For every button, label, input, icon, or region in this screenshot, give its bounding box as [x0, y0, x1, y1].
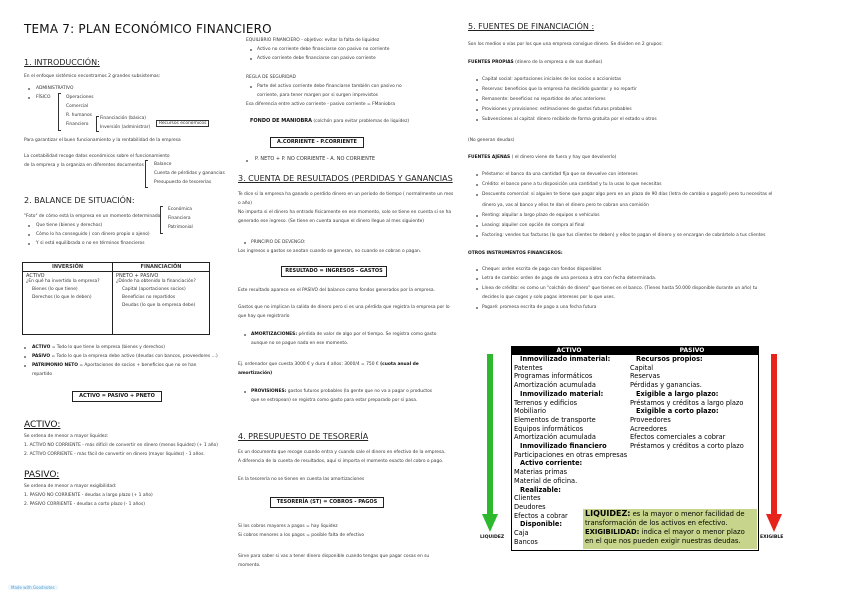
fa-text: ( el dinero viene de fuera y hay que devolverlo): [510, 155, 617, 160]
goodnotes-brand: Made with Goodnotes: [8, 585, 58, 590]
q-equilibrada: Y si está equilibrada o no en términos financieros: [36, 241, 145, 246]
balance-economica: Económica: [168, 207, 192, 212]
balance-row: Efectos comerciales a cobrar: [630, 433, 726, 442]
def-text: = Aportaciones de socios + beneficios que no se han: [77, 363, 197, 368]
def-label: PATRIMONIO NETO: [32, 363, 78, 368]
fuentes-ajenas-item: Leasing: alquiler con opción de compra al final: [482, 223, 585, 228]
balance-row: Clientes: [514, 494, 541, 503]
tes-liquidez: Si los cobros mayores a pagos = hay liquidez: [238, 524, 338, 529]
otros-instrumentos-item: Pagaré: promesa escrita de pago a una fecha futura: [482, 304, 597, 310]
fp-text: (dinero de la empresa o de sus dueños): [513, 60, 603, 65]
section-resultados-title: 3. CUENTA DE RESULTADOS (PERDIDAS Y GANANCIAS: [238, 174, 453, 183]
brace: [96, 116, 99, 132]
balance-row: Material de oficina.: [514, 476, 578, 485]
balance-row: Participaciones en otras empresas: [514, 450, 628, 459]
bullet: [476, 79, 478, 81]
balance-row: Programas informáticos: [514, 372, 593, 381]
bullet: [244, 242, 246, 244]
fm-text: (colchón para evitar problemas de liquidez): [311, 119, 410, 124]
cell-line: ¿En qué ha invertido la empresa?: [26, 279, 100, 284]
recursos-economicos: Recursos económicos: [156, 120, 209, 127]
table-header-financiacion: FINANCIACIÓN: [112, 263, 209, 272]
def-pneto-cont: repartido: [32, 372, 53, 377]
doc-pyg: Cuenta de pérdidas y ganancias: [154, 171, 225, 176]
pasivo-heading: PASIVO:: [24, 470, 60, 480]
exigibilidad-def-2: en el que nos pueden exigir nuestras deudas.: [585, 537, 741, 545]
bullet: [250, 49, 252, 51]
fuentes-intro: Son los medios o vías por los que una empresa consigue dinero. Se dividen en 2 grupos:: [468, 42, 663, 47]
provisiones-1: [251, 389, 432, 394]
balance-row: Exigible a largo plazo:: [636, 389, 719, 398]
prov-label: PROVISIONES:: [251, 389, 287, 394]
bullet: [476, 194, 478, 196]
fuentes-propias-item: Remanente: beneficios no repartidos de años anteriores: [482, 97, 606, 102]
balance-header-activo: ACTIVO: [512, 347, 626, 355]
amortizaciones-1: [251, 332, 436, 337]
balance-row: Disponible:: [520, 520, 562, 529]
balance-patrimonial: Patrimonial: [168, 225, 193, 230]
fuentes-propias-note: (No generan deudas): [468, 138, 515, 143]
equilibrio-2: Activo corriente debe financiarse con pasivo corriente: [257, 56, 376, 61]
bullet: [476, 215, 478, 217]
equation-activo-box: ACTIVO = PASIVO + PNETO: [72, 391, 162, 402]
fm-label: FONDO DE MANIOBRA: [250, 118, 312, 124]
fuentes-ajenas-item: Factoring: vendes tus facturas (lo que tus clientes te deben) y ellos te pagan el dinero y se encargan de cobrártelo a tus clientes: [482, 233, 766, 239]
section-balance-title: 2. BALANCE DE SITUACIÓN:: [24, 196, 135, 205]
bullet: [28, 225, 30, 227]
amortizaciones-2: aunque no se pague nada en ese momento.: [251, 341, 349, 346]
amort-text: pérdida de valor de algo por el tiempo. Se registra como gasto: [297, 332, 437, 337]
bullet: [28, 243, 30, 245]
gastos-text-2: que hay que registrarlo: [238, 314, 290, 319]
activo-item-2: 2. ACTIVO CORRIENTE - más fácil de convertir en dinero (mayor liquidez) - 1 años.: [24, 452, 205, 457]
table-header-inversion: INVERSIÓN: [23, 263, 113, 272]
def-label: ACTIVO: [32, 345, 51, 350]
fuentes-propias-item: Subvenciones al capital: dinero recibido de forma gratuita por el estado u otros: [482, 117, 657, 122]
fuentes-ajenas-item: dinero ya, vas al banco y ellos te dan el dinero pero te cobran una comisión: [482, 202, 649, 208]
exi-text: indica el mayor o menor plazo: [639, 528, 745, 536]
fuentes-ajenas-item: Renting: alquilar a largo plazo de equipos o vehículos: [482, 212, 600, 218]
liquidez-def-2: transformación de los activos en efectivo.: [585, 519, 728, 527]
balance-row: Inmovilizado inmaterial:: [520, 355, 611, 363]
balance-row: Recursos propios:: [636, 355, 703, 363]
otros-instrumentos-item: decides lo que coges y solo pagas intereses por lo que uses.: [482, 295, 616, 301]
bullet: [246, 160, 248, 162]
otros-instrumentos-item: Cheque: orden escrita de pago con fondos disponibles: [482, 267, 602, 272]
balance-row: Préstamos y créditos a largo plazo: [630, 398, 744, 407]
regla-2: corriente, para tener margen por si surgen imprevistos: [257, 93, 378, 98]
ejemplo-2: amortización): [238, 371, 273, 376]
arrow-head: [766, 514, 782, 532]
balance-row: Inmovilizado financiero: [520, 442, 607, 450]
gastos-text-1: Gastos que no implican la salida de dinero pero si es una pérdida que registra la empresa por lo: [238, 305, 450, 310]
activo-orden: Se ordena de menor a mayor liquidez:: [24, 434, 109, 439]
activo-heading: ACTIVO:: [24, 420, 61, 430]
ej-bold: (cuota anual de: [380, 362, 419, 367]
balance-row: Reservas: [630, 372, 660, 381]
devengo-title: PRINCIPIO DE DEVENGO:: [251, 240, 306, 245]
brace: [145, 160, 148, 188]
amort-label: AMORTIZACIONES:: [251, 332, 298, 337]
balance-financiera: Financiera: [168, 216, 191, 221]
bullet: [250, 86, 252, 88]
bullet: [24, 356, 26, 358]
bullet: [476, 99, 478, 101]
section-fuentes-title: 5. FUENTES DE FINANCIACIÓN :: [468, 22, 595, 31]
bullet: [476, 109, 478, 111]
balance-row: Acreedores: [630, 424, 667, 433]
arrow-body: [487, 354, 493, 516]
activo-item-1: 1. ACTIVO NO CORRIENTE - más difícil de convertir en dinero (menos liquidez) (+ 1 año): [24, 443, 218, 448]
bullet: [476, 307, 478, 309]
fuentes-propias-item: Provisiones y provisiones: estimaciones de gastos futuros probables: [482, 107, 632, 112]
otros-instrumentos-item: Letra de cambio: orden de pago de una persona a otra con fecha determinada.: [482, 276, 657, 282]
def-label: PASIVO: [32, 354, 51, 359]
balance-row: Efectos a cobrar: [514, 511, 568, 520]
contabilidad-text-1: La contabilidad recoge datos económicos sobre el funcionamiento: [24, 154, 170, 159]
bullet: [476, 278, 478, 280]
page-title: TEMA 7: PLAN ECONÓMICO FINANCIERO: [24, 22, 272, 36]
fuentes-ajenas-title: [468, 155, 616, 160]
balance-row: Préstamos y créditos a corto plazo: [630, 442, 744, 450]
balance-row: Inmovilizado material:: [520, 389, 604, 398]
bullet: [476, 119, 478, 121]
foto-text: "Foto" de cómo está la empresa en un momento determinado: [24, 214, 161, 219]
tesoreria-1: Es un documento que recoge cuando entra y cuando sale el dinero en efectivo de la empresa.: [238, 450, 446, 455]
table-cell-pasivo: [112, 272, 209, 335]
garantizar-text: Para garantizar el buen funcionamiento y la rentabilidad de la empresa: [24, 138, 181, 143]
exigibilidad-def-1: [585, 528, 745, 536]
fuentes-ajenas-item: Préstamo: el banco da una cantidad fija que se devuelve con intereses: [482, 172, 638, 177]
cell-line: ACTIVO: [26, 273, 45, 279]
tesoreria-2: A diferencia de la cuenta de resultados, aquí si importa el momento exacto del cobro o pago.: [238, 459, 444, 464]
fuentes-propias-item: Reservas: beneficios que la empresa ha decidido guardar y no repartir: [482, 87, 637, 92]
tes-sirve-2: momento.: [238, 563, 261, 568]
inv-admin: Inversión (administrar): [100, 125, 151, 130]
bullet: [28, 88, 30, 90]
liquidez-arrow-label: LIQUIDEZ: [480, 535, 505, 540]
balance-row: Pérdidas y ganancias.: [630, 381, 702, 390]
contabilidad-text-2: de la empresa y la organiza en diferentes documentos: [24, 163, 144, 168]
cell-line: PNETO + PASIVO: [115, 273, 159, 279]
bullet: [476, 235, 478, 237]
bullet: [476, 269, 478, 271]
section-tesoreria-title: 4. PRESUPUESTO DE TESORERÍA: [238, 432, 369, 441]
doc-balance: Balance: [154, 162, 172, 167]
cell-line: Beneficios no repartidos: [121, 295, 176, 300]
bullet: [250, 58, 252, 60]
fuentes-ajenas-item: Descuento comercial: si alguien te tiene que pagar algo pero en un plazo de 90 días (letra de cambio o pagaré) pero tu necesitas el: [482, 192, 773, 198]
balance-row: Caja: [514, 529, 529, 537]
equilibrio-1: Activo no corriente debe financiarse con pasivo no corriente: [257, 47, 390, 52]
balance-row: Realizable:: [520, 485, 561, 494]
def-text: = Todo lo que la empresa debe activo (deudas con bancos, proveedores …): [50, 354, 218, 359]
fp-label: FUENTES PROPIAS: [468, 60, 514, 65]
arrow-body: [771, 354, 777, 516]
bullet: [28, 234, 30, 236]
fm-alternativa: P. NETO + P. NO CORRIENTE - A. NO CORRIENTE: [255, 156, 376, 162]
balance-row: Materias primas: [514, 468, 568, 477]
cell-line: Derechos (lo que le deben): [32, 295, 92, 300]
bullet: [28, 97, 30, 99]
regla-1: Parte del activo corriente debe financiarse también con pasivo no: [257, 84, 402, 89]
liquidez-def-1: [585, 510, 745, 518]
def-text: = Todo lo que tiene la empresa (bienes y derechos): [50, 345, 165, 350]
res-intro-2: o año): [238, 201, 252, 206]
balance-row: Exigible a corto plazo:: [636, 407, 719, 416]
bullet: [476, 89, 478, 91]
fuentes-ajenas-item: Crédito: el banco pone a tu disposición una cantidad y tu la usas lo que necesitas: [482, 182, 662, 188]
provisiones-2: que se estropean) se registra como gasto para estar preparado por si pasa.: [251, 398, 418, 403]
liquidez-arrow: [482, 354, 498, 534]
definitions-highlight: [583, 509, 757, 549]
equilibrio-title: EQUILIBRIO FINANCIERO - objetivo: evitar la falta de liquidez: [246, 38, 380, 43]
balance-row: Elementos de transporte: [514, 415, 596, 424]
sub-comercial: Comercial: [66, 104, 88, 109]
exigible-arrow: [766, 354, 782, 534]
fin-basica: Financiación (básica): [100, 116, 147, 121]
bullet: [24, 365, 26, 367]
pasivo-orden: Se ordena de menor a mayor exigibilidad:: [24, 484, 117, 489]
res-intro-1: Te dice si la empresa ha ganado o perdido dinero en un periodo de tiempo ( normalmente un mes: [238, 192, 454, 197]
def-pasivo: [32, 354, 218, 359]
fa-label: FUENTES AJENAS: [468, 155, 511, 160]
otros-instrumentos-title: OTROS INSTRUMENTOS FINANCIEROS:: [468, 251, 563, 256]
cell-line: Deudas (lo que la empresa debe): [121, 303, 196, 308]
tesoreria-3: En la tesorería no se tienen en cuenta las amortizaciones: [238, 477, 365, 482]
bullet: [244, 334, 246, 336]
prov-text: gastos futuros probables (la gente que no va a pagar o productos: [286, 389, 433, 394]
bullet: [24, 347, 26, 349]
def-pneto: [32, 363, 196, 368]
devengo-text: Los ingresos o gastos se anotan cuando se generan, no cuando se cobran o pagan.: [238, 249, 422, 254]
resultado-text: Este resultado aparece en el PASIVO del balance como fondos generados por la empresa.: [238, 288, 435, 293]
balance-row: Deudores: [514, 502, 546, 511]
cell-line: ¿Dónde ha obtenido la financiación?: [115, 279, 196, 284]
doc-tesoreria: Presupuesto de tesorerías: [154, 180, 212, 185]
balance-row: Proveedores: [630, 415, 671, 424]
balance-row: Amortización acumulada: [514, 381, 596, 390]
brace: [160, 206, 163, 234]
arrow-head: [482, 514, 498, 532]
table-cell-activo: [23, 272, 113, 335]
subsystem-fisico: FÍSICO: [36, 95, 51, 100]
resultado-box: RESULTADO = INGRESOS - GASTOS: [281, 266, 387, 277]
res-intro-3: No importa si el dinero ha entrado físicamente en ese momento, solo se tiene en cuenta si se ha: [238, 210, 452, 215]
inversion-financiacion-table: [22, 262, 210, 335]
balance-row: Capital: [630, 363, 654, 372]
exigible-arrow-label: EXIGIBLE: [760, 535, 784, 540]
fuentes-propias-item: Capital social: aportaciones iniciales de los socios o accionistas: [482, 77, 622, 82]
balance-row: Activo corriente:: [520, 459, 583, 468]
exi-label: EXIGIBILIDAD:: [585, 528, 640, 536]
balance-row: Mobiliario: [514, 407, 547, 416]
balance-row: Bancos: [514, 537, 538, 546]
res-intro-4: generado ese ingreso. (Se tiene en cuenta aunque el dinero llegue al mes siguiente): [238, 219, 425, 224]
cell-line: Bienes (lo que tiene): [32, 287, 78, 292]
tes-sirve-1: Sirve para saber si vas a tener dinero disponible cuando tengas que pagar cosas en su: [238, 554, 430, 559]
tesoreria-box: TESORERÍA (ST) = COBROS - PAGOS: [270, 497, 384, 508]
ej-text: Ej. ordenador que cuesta 3000 € y dura 4 años: 3000/4 = 750 €: [238, 362, 381, 367]
fuentes-propias-title: [468, 60, 602, 65]
fondo-maniobra: [250, 119, 409, 124]
cell-line: Capital (aportaciones socios): [121, 287, 186, 292]
section-introduccion-title: 1. INTRODUCCIÓN:: [24, 58, 100, 67]
q-conseguido: Cómo lo ha conseguido ( con dinero propio o ajeno): [36, 232, 150, 237]
bullet: [244, 391, 246, 393]
brace: [58, 93, 61, 131]
bullet: [476, 184, 478, 186]
balance-header-pasivo: PASIVO: [626, 347, 758, 355]
bullet: [476, 225, 478, 227]
def-activo: [32, 345, 165, 350]
balance-row: Amortización acumulada: [514, 433, 596, 442]
balance-row: Terrenos y edificios: [514, 398, 578, 407]
tes-falta: Si cobros menores a los pagos = posible falta de efectivo: [238, 533, 365, 538]
regla-3: Esa diferencia entre activo corriente - pasivo corriente = FManiobra: [246, 102, 396, 107]
bullet: [476, 288, 478, 290]
liq-text: es la mayor o menor facilidad de: [630, 510, 745, 518]
ejemplo-1: [238, 362, 419, 367]
pasivo-item-1: 1. PASIVO NO CORRIENTE - deudas a largo plazo (+ 1 año): [24, 493, 153, 498]
sub-operaciones: Operaciones: [66, 95, 94, 100]
sub-rhumanos: R. humanos: [66, 113, 92, 118]
sub-financiero: Financiero: [66, 122, 89, 127]
q-tiene: Que tiene (bienes y derechos): [36, 223, 103, 228]
regla-title: REGLA DE SEGURIDAD: [246, 75, 296, 80]
otros-instrumentos-item: Línea de crédito: es como un "colchón de dinero" que tienes en el banco. (Tienes hasta 50.000 disponible durante un año) tu: [482, 285, 758, 291]
bullet: [476, 174, 478, 176]
balance-row: Patentes: [514, 363, 543, 372]
fondo-maniobra-box: A.CORRIENTE - P.CORRIENTE: [270, 137, 364, 148]
balance-row: Equipos informáticos: [514, 424, 584, 433]
intro-text: En el enfoque sistémico encontramos 2 grandes subsistemas:: [24, 74, 161, 79]
subsystem-admin: ADMINISTRATIVO: [36, 86, 74, 91]
liq-label: LIQUIDEZ:: [585, 509, 631, 518]
pasivo-item-2: 2. PASIVO CORRIENTE - deudas a corto plazo (- 1 años): [24, 502, 145, 507]
